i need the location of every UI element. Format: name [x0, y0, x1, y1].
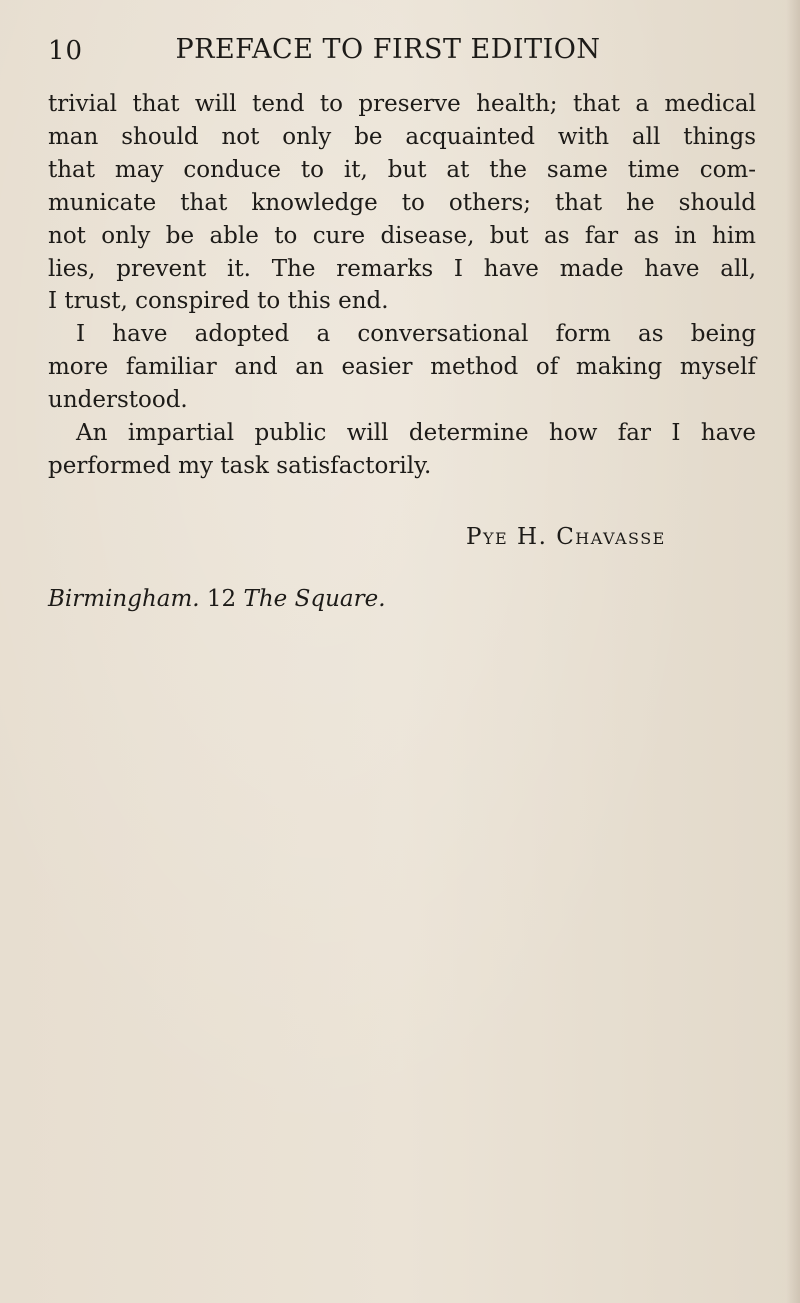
text-line: I have adopted a conversational form as being: [76, 321, 756, 348]
paragraph-2: [48, 318, 756, 417]
text-line: that may conduce to it, but at the same time com-: [48, 156, 756, 183]
text-line: man should not only be acquainted with all things: [48, 123, 756, 150]
text-line: more familiar and an easier method of making myself: [48, 354, 756, 381]
text-line: municate that knowledge to others; that he should: [48, 189, 756, 216]
paragraph-3: [48, 417, 756, 483]
running-title: PREFACE TO FIRST EDITION: [175, 34, 601, 65]
text-line: understood.: [48, 387, 188, 414]
paragraph-1: [48, 88, 756, 318]
text-line: An impartial public will determine how far I have: [76, 420, 756, 447]
text-line: lies, prevent it. The remarks I have made have all,: [48, 255, 756, 282]
author-signature: Pye H. Chavasse: [466, 524, 666, 550]
text-line: not only be able to cure disease, but as far as in him: [48, 222, 756, 249]
text-line: trivial that will tend to preserve health; that a medical: [48, 91, 756, 117]
place-city: Birmingham.: [48, 586, 200, 612]
place-address-number: 12: [206, 586, 237, 612]
page-edge-shadow: [786, 0, 800, 1303]
place-line: [48, 586, 386, 612]
page-header: [48, 34, 758, 74]
page-number: 10: [48, 36, 84, 66]
place-address-street: The Square.: [243, 586, 386, 612]
preface-body: [48, 88, 756, 483]
text-line: performed my task satisfactorily.: [48, 452, 432, 479]
text-line: I trust, conspired to this end.: [48, 288, 389, 315]
